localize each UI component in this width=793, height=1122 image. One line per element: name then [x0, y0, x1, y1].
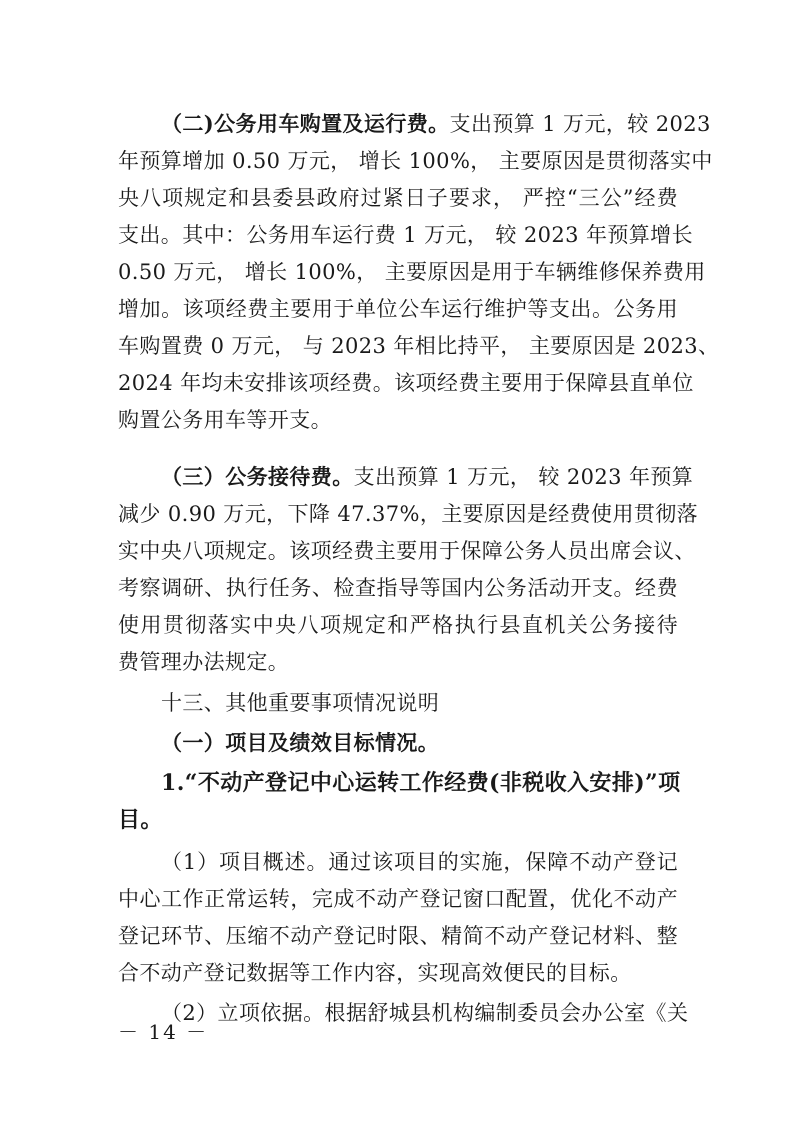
- paragraph-line: 增加。该项经费主要用于单位公车运行维护等支出。公务用: [118, 297, 678, 321]
- section-heading-3: （三）公务接待费。: [161, 464, 354, 489]
- section-title-13: 十三、其他重要事项情况说明: [161, 691, 440, 715]
- paragraph-line: [161, 462, 694, 492]
- item-heading: 1.“不动产登记中心运转工作经费(非税收入安排)”项: [161, 770, 681, 796]
- paragraph-line: 0.50 万元， 增长 100%， 主要原因是用于车辆维修保养费用: [118, 260, 706, 284]
- paragraph-line: 中心工作正常运转，完成不动产登记窗口配置，优化不动产: [118, 887, 678, 911]
- paragraph-text: 支出预算 1 万元，较 2023: [449, 112, 711, 136]
- page-number: － 14 －: [118, 1020, 209, 1044]
- paragraph-line: 央八项规定和县委县政府过紧日子要求， 严控“三公”经费: [118, 186, 678, 210]
- paragraph-line: 支出。其中：公务用车运行费 1 万元， 较 2023 年预算增长: [118, 223, 693, 247]
- paragraph-line: 使用贯彻落实中央八项规定和严格执行县直机关公务接待: [118, 613, 678, 637]
- paragraph-line: 费管理办法规定。: [118, 650, 290, 674]
- paragraph-text: 支出预算 1 万元， 较 2023 年预算: [353, 465, 694, 489]
- paragraph-line: 购置公务用车等开支。: [118, 408, 332, 432]
- paragraph-line: 考察调研、执行任务、检查指导等国内公务活动开支。经费: [118, 576, 678, 600]
- paragraph-line: 实中央八项规定。该项经费主要用于保障公务人员出席会议、: [118, 539, 696, 563]
- paragraph-line: 合不动产登记数据等工作内容，实现高效便民的目标。: [118, 961, 632, 985]
- item-heading-cont: 目。: [118, 807, 163, 833]
- paragraph-line: [161, 109, 711, 139]
- paragraph-line: （2）立项依据。根据舒城县机构编制委员会办公室《关: [161, 1001, 689, 1025]
- paragraph-line: 登记环节、压缩不动产登记时限、精简不动产登记材料、整: [118, 924, 678, 948]
- paragraph-line: （1）项目概述。通过该项目的实施，保障不动产登记: [161, 850, 678, 874]
- section-heading-2: （二)公务用车购置及运行费。: [161, 111, 450, 136]
- paragraph-line: 年预算增加 0.50 万元， 增长 100%， 主要原因是贯彻落实中: [118, 149, 713, 173]
- paragraph-line: 减少 0.90 万元，下降 47.37%，主要原因是经费使用贯彻落: [118, 502, 699, 526]
- paragraph-line: 车购置费 0 万元， 与 2023 年相比持平， 主要原因是 2023、: [118, 334, 720, 358]
- paragraph-line: 2024 年均未安排该项经费。该项经费主要用于保障县直单位: [118, 371, 694, 395]
- subsection-heading-1: （一）项目及绩效目标情况。: [161, 730, 440, 755]
